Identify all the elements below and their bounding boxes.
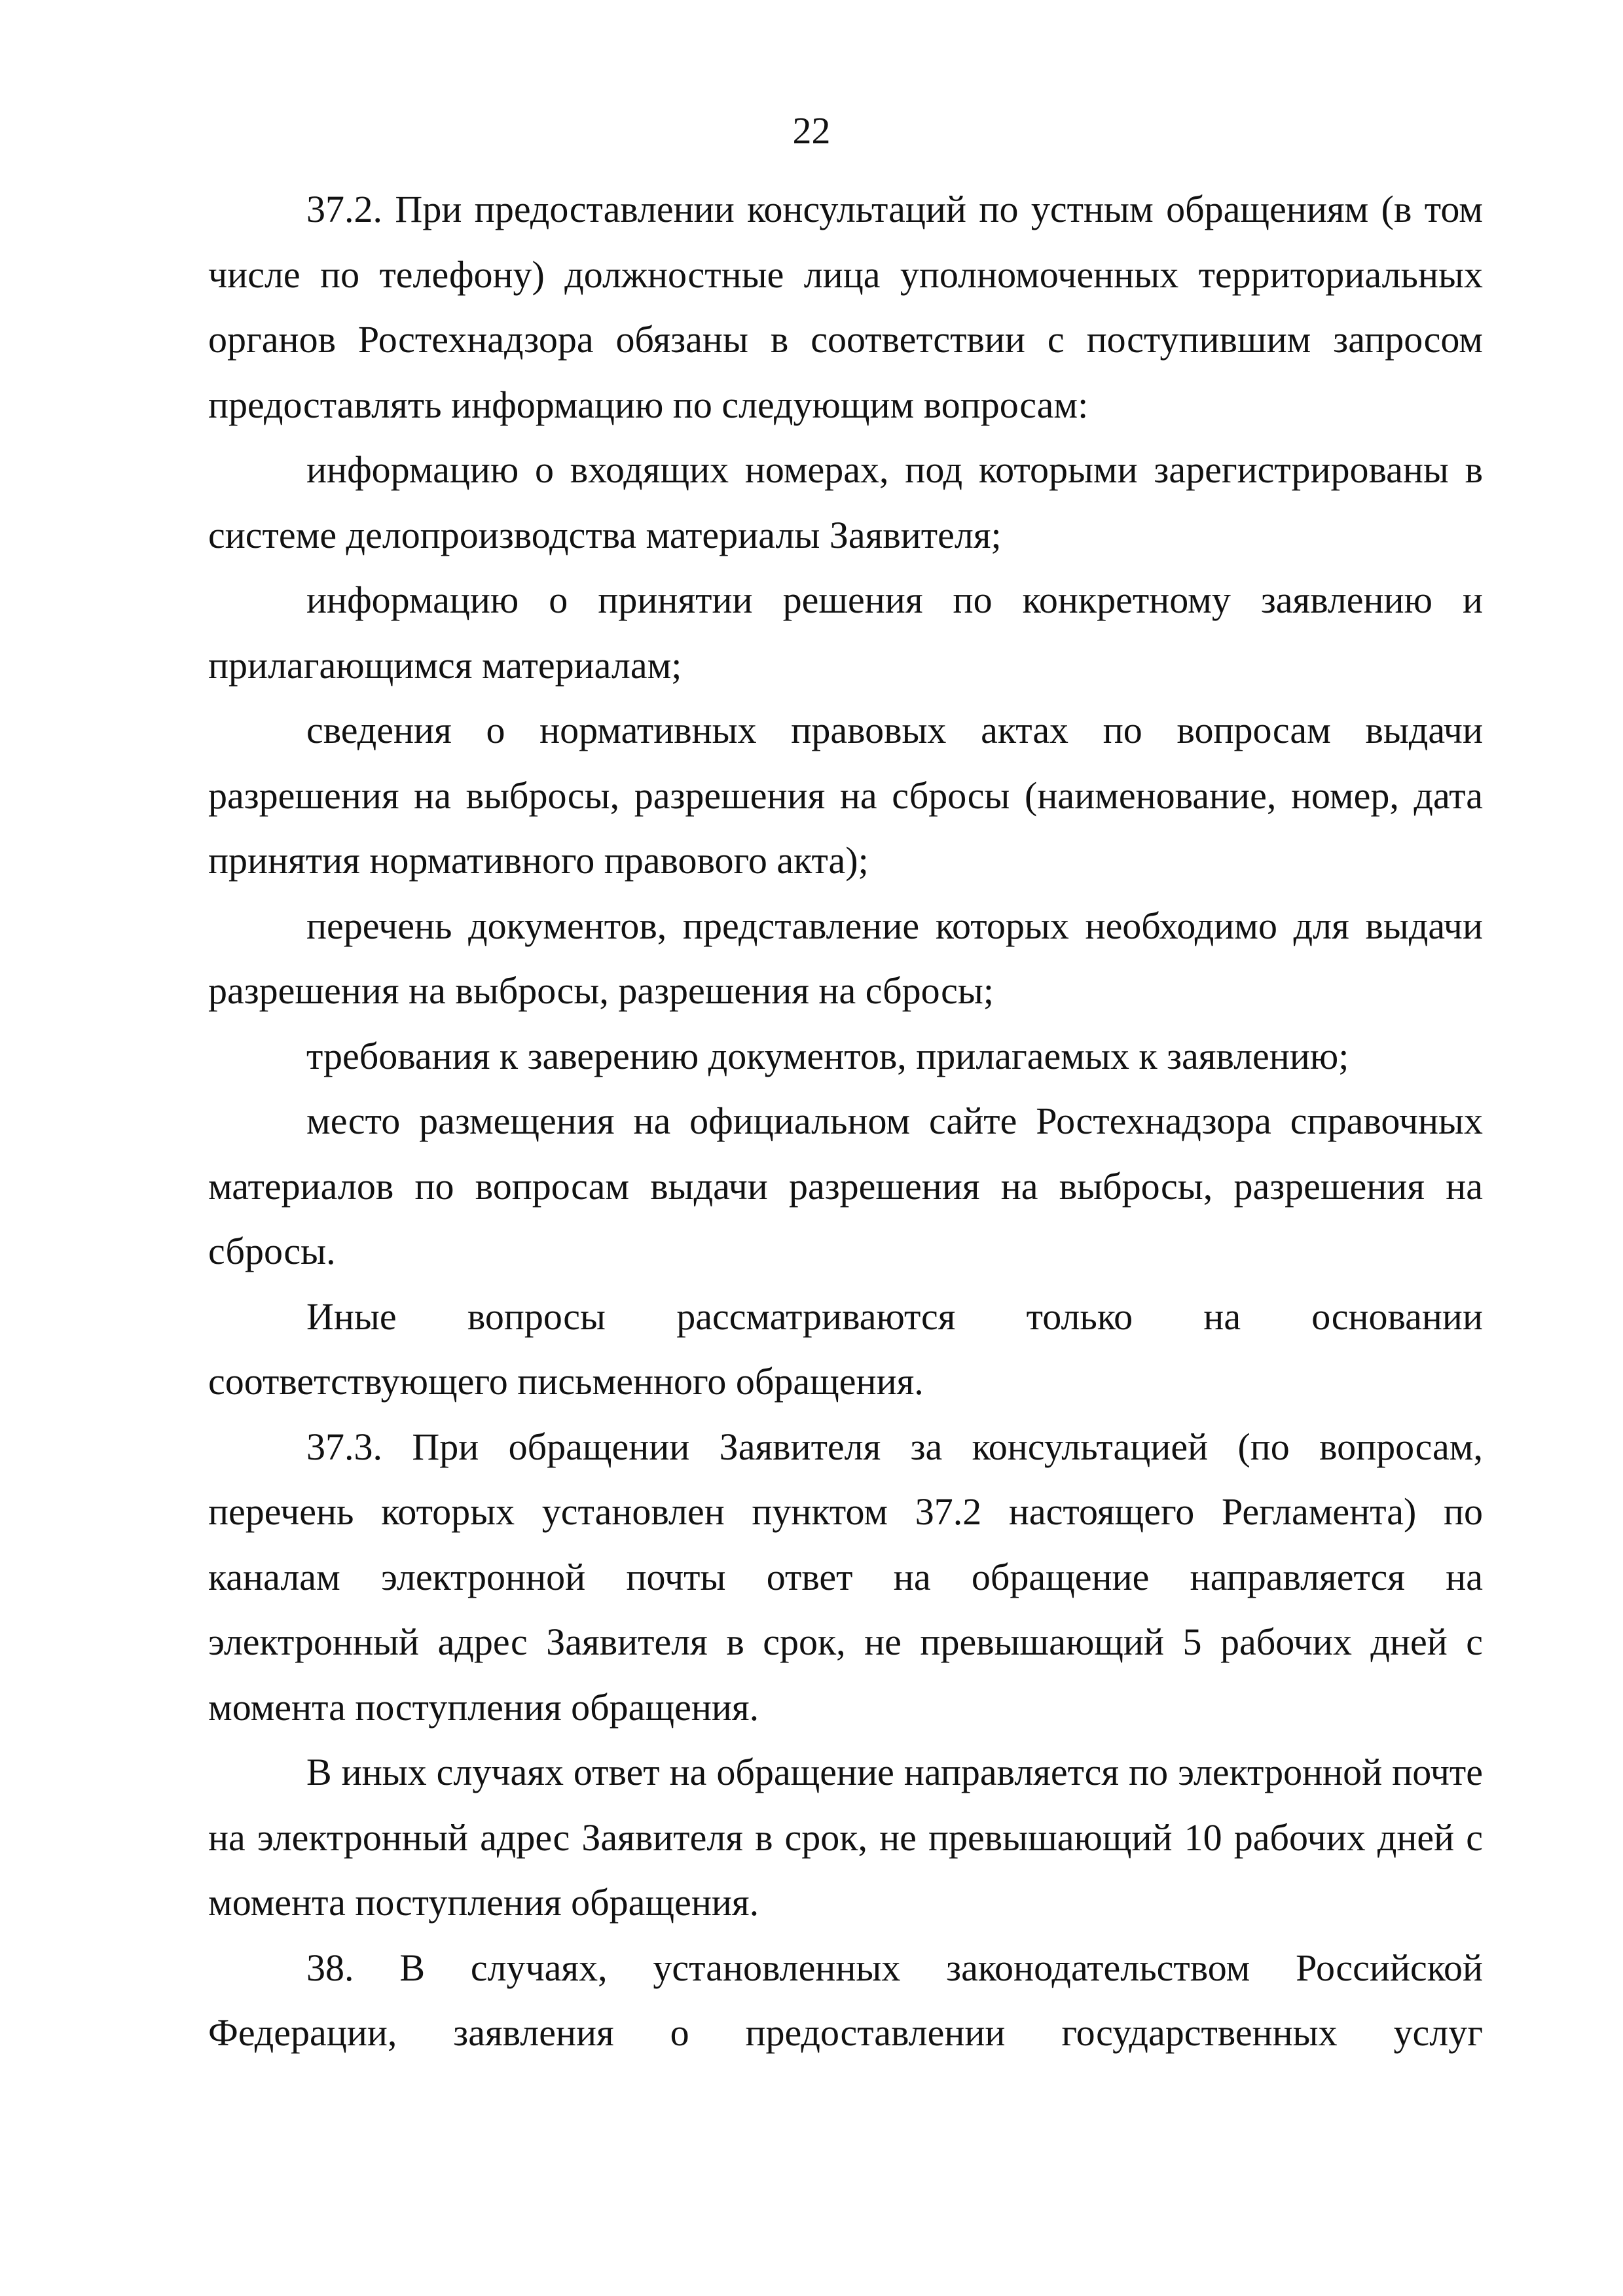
paragraph-37-3: 37.3. При обращении Заявителя за консультацией (по вопросам, перечень которых установлен пунктом 37.2 настоящего Регламента) по каналам электронной почты ответ на обращение направляется на электронный адрес Заявителя в срок, не превышающий 5 рабочих дней с момента поступления обращения.	[208, 1425, 1483, 1729]
paragraph-38: 38. В случаях, установленных законодательством Российской Федерации, заявления о предоставлении государственных услуг	[208, 1946, 1483, 2054]
document-body	[208, 177, 1483, 2066]
list-item-website-materials: место размещения на официальном сайте Ростехнадзора справочных материалов по вопросам выдачи разрешения на выбросы, разрешения на сбросы.	[208, 1100, 1483, 1272]
list-item-legal-acts: сведения о нормативных правовых актах по вопросам выдачи разрешения на выбросы, разрешения на сбросы (наименование, номер, дата принятия нормативного правового акта);	[208, 709, 1483, 882]
list-item-certification-requirements: требования к заверению документов, прилагаемых к заявлению;	[306, 1034, 1349, 1077]
list-item-document-list: перечень документов, представление которых необходимо для выдачи разрешения на выбросы, разрешения на сбросы;	[208, 904, 1483, 1012]
paragraph-37-2: 37.2. При предоставлении консультаций по устным обращениям (в том числе по телефону) должностные лица уполномоченных территориальных органов Ростехнадзора обязаны в соответствии с поступившим запросом предоставлять информацию по следующим вопросам:	[208, 188, 1483, 426]
page-number: 22	[792, 109, 831, 152]
paragraph-other-cases: В иных случаях ответ на обращение направляется по электронной почте на электронный адрес Заявителя в срок, не превышающий 10 рабочих дней с момента поступления обращения.	[208, 1751, 1483, 1924]
paragraph-other-questions: Иные вопросы рассматриваются только на основании соответствующего письменного обращения.	[208, 1295, 1483, 1403]
list-item-decision-info: информацию о принятии решения по конкретному заявлению и прилагающимся материалам;	[208, 579, 1483, 687]
list-item-incoming-numbers: информацию о входящих номерах, под которыми зарегистрированы в системе делопроизводства материалы Заявителя;	[208, 448, 1483, 556]
